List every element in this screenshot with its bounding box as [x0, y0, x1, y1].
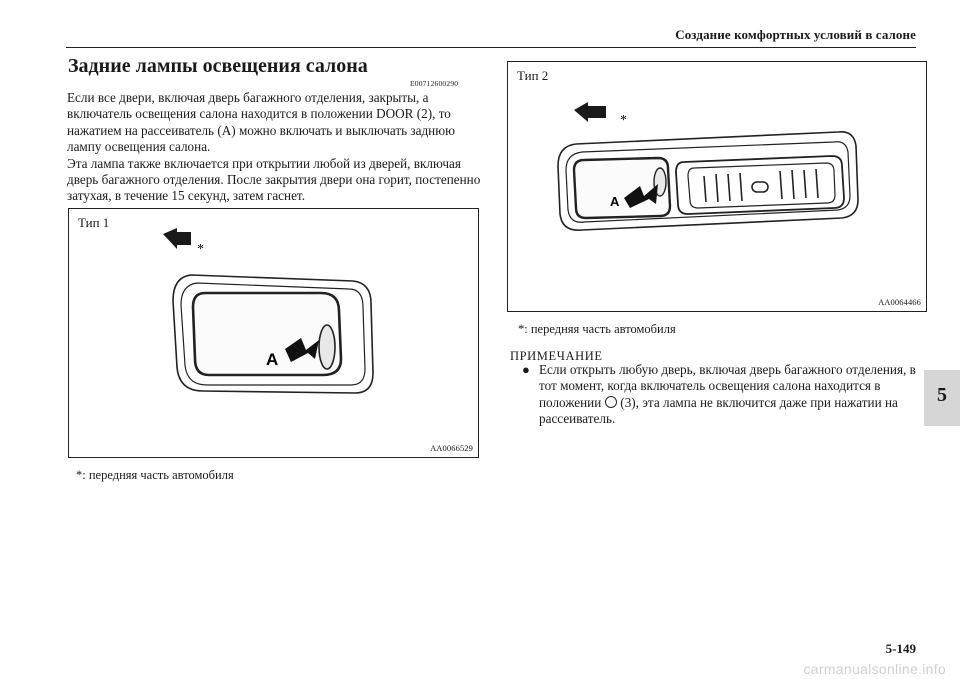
note-text-part: Если открыть любую дверь, включая дверь багажного отделения, в тот момент, когда включатель освещения салона находится в положении — [539, 362, 916, 410]
note-text — [522, 362, 917, 428]
section-title: Задние лампы освещения салона — [68, 55, 368, 77]
figure-code: AA0066529 — [430, 443, 473, 453]
lamp-type-2-illustration — [508, 62, 926, 311]
figure-label: Тип 1 — [78, 215, 110, 230]
section-code: E00712600290 — [410, 79, 459, 88]
header-rule — [66, 47, 916, 48]
body-paragraph: Если все двери, включая дверь багажного отделения, закрыты, а включатель освещения салона находится в положении DOOR (2), то нажатием на рассеиватель (A) можно включать и выключать заднюю лампу освещения салона. — [67, 90, 455, 155]
figure-type-2 — [507, 61, 927, 312]
chapter-tab — [924, 370, 960, 426]
front-arrow-icon — [163, 228, 191, 249]
switch-panel — [676, 156, 844, 214]
chapter-number: 5 — [937, 384, 947, 406]
lens-letter: A — [610, 194, 620, 209]
front-star: * — [620, 113, 627, 128]
figure-label: Тип 2 — [517, 68, 549, 83]
switch-ellipse — [319, 325, 335, 369]
front-star: * — [197, 242, 204, 257]
off-position-icon — [605, 396, 617, 408]
note-item — [522, 362, 917, 428]
figure-caption: *: передняя часть автомобиля — [76, 468, 234, 482]
figure-caption: *: передняя часть автомобиля — [518, 322, 676, 336]
front-arrow-icon — [574, 102, 606, 122]
figure-type-1 — [68, 208, 479, 458]
page-number: 5-149 — [885, 641, 916, 656]
note-heading: ПРИМЕЧАНИЕ — [510, 349, 603, 363]
watermark: carmanualsonline.info — [803, 661, 946, 677]
running-header: Создание комфортных условий в салоне — [675, 27, 916, 42]
lens-letter: A — [266, 350, 279, 369]
figure-code: AA0064466 — [878, 297, 921, 307]
body-paragraph: Эта лампа также включается при открытии любой из дверей, включая дверь багажного отделения. После закрытия двери она горит, постепенно затухая, в течение 15 секунд, затем гаснет. — [67, 155, 481, 204]
body-text — [67, 90, 487, 205]
bullet-icon: ● — [522, 362, 530, 377]
note-text-part: (3), эта лампа не включится даже при нажатии на рассеиватель. — [539, 394, 898, 427]
lamp-type-1-illustration — [69, 209, 478, 457]
